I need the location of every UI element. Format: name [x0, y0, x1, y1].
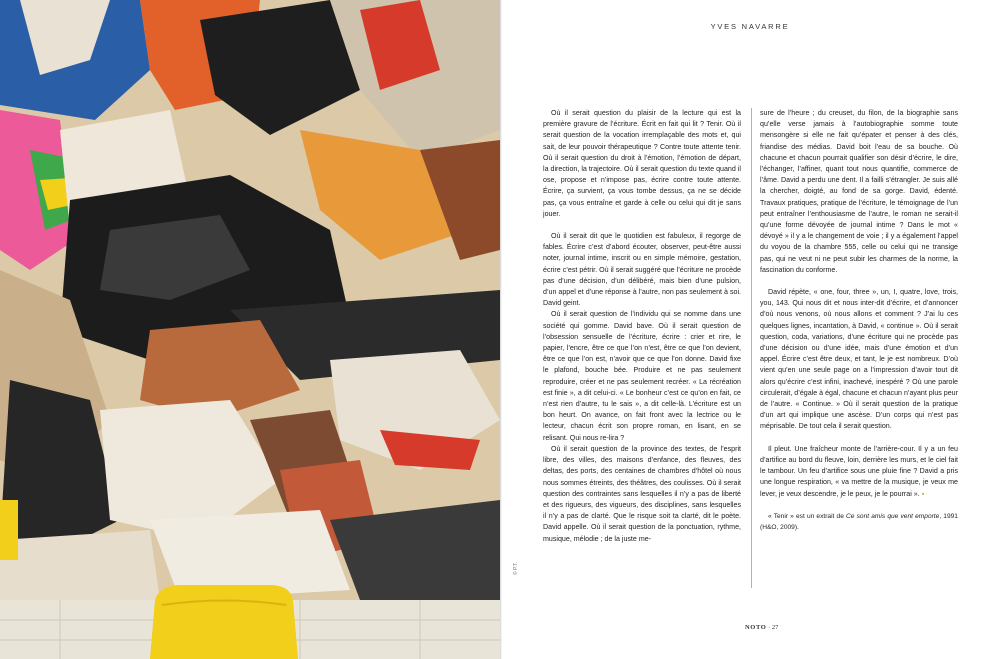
note-prefix: « Tenir » est un extrait de — [768, 512, 847, 520]
end-of-article-mark: ▪ — [921, 489, 925, 498]
paragraph: Où il serait dit que le quotidien est fabuleux, il regorge de fables. Écrire c’est d’abord écouter, observer, peut-être aussi noter, journal intime, inscrit ou en simple mémoire, gestation, écrire c’est pétrir. Où il serait suggéré que l’écriture ne procède pas d’une décision, d’un délibéré, mais bien d’une pulsion, d’un appel et d’une réponse à l’autre, non pas seulement à soi. David geint. — [543, 232, 741, 308]
photo-credit: © P.T. — [513, 561, 519, 575]
running-head: YVES NAVARRE — [710, 22, 790, 31]
note-book-title: Ce sont amis que vent emporte — [846, 512, 940, 520]
paragraph — [760, 444, 958, 500]
text-column-right — [760, 108, 958, 533]
page-folio — [745, 624, 778, 631]
column-divider-rule — [751, 108, 752, 588]
paragraph: sure de l’heure ; du creuset, du filon, de la biographie sans qu’elle verse jamais à l’autobiographie somme toute mensongère si elle ne fait qu’épater et penser à des clés, friandise des médias. David boit l’eau de sa bouche. Où chacune et chacun pourrait qualifier son désir d’écrire, le dire, l’échanger, l’affiner, quant tout nous quantifie, commerce de l’âme. David a perdu une dent. Il a failli s’étrangler. Je suis allé la chercher, doigté, au fond de sa gorge. David, édenté. Travaux pratiques, pratique de l’écriture, le témoignage de l’un peut entraîner l’enthousiasme de l’autre, le roman ne serait-il qu’une forme dévoyée de journal intime ? Dans le mot « dévoyé » il y a le changement de voie ; il y a également l’appel du voyou de la chambre 555, celle ou celui qui ne transige pas, qui ne veut ni ne peut subir les charmes de la norme, la fascination du conforme. — [760, 109, 958, 274]
book-gutter — [500, 0, 502, 659]
source-note — [760, 511, 958, 533]
paragraph: Où il serait question de la province des textes, de l’esprit libre, des villes, des maisons d’enfance, des fleuves, des deltas, des ports, des centaines de chambres d’hôtel où nous nous sommes étreints, des théâtres, des coulisses. Où il serait question des contraintes sans lesquelles il n’y a pas de liberté et des rigueurs, des vigueurs, des disciplines, sans lesquelles il n’y a pas de clarté. Que le risque soit ta clarté, dit le poète. David appelle. Où il serait question de la ponctuation, rythme, musique, mélodie ; de la juste me- — [543, 444, 741, 543]
pale-bottom-scrap — [0, 530, 160, 600]
yellow-edge-scrap — [0, 500, 18, 560]
paragraph: Où il serait question du plaisir de la lecture qui est la première gravure de l’écriture. Écrit en fait qui lit ? Tenir. Où il serait question de la vocation irremplaçable des mots et, qui sait, de leur pouvoir thérapeutique ? Contre toute attente tenir. Où il serait question du droit à l’émotion, l’émotion de départ, la direction, la trajectoire. Où il serait question du texte quand il ose, propose et n’impose pas, écrire contre toute attente. Écrire, ça survient, ça vous tombe dessus, ça ne se décide pas, ça vous entraîne et garde à celle ou celui qui dit je sans jouer. — [543, 109, 741, 218]
note-suffix: , 1991 (H&O, 2009). — [760, 512, 958, 531]
paragraph: David répète, « one, four, three », un, I, quatre, love, trois, you, 143. Qui nous dit et nous inter-dit d’écrire, et d’annoncer d’où nous venons, où nous allons et comment ? J’ai lu ces quelques lignes, incantation, à David, « continue ». Où il serait question, coda, variations, d’une écriture qui ne procède pas d’une décision ou d’une idée, mais d’une émotion et d’un appel. Écrire c’est être deux, et tant, le je est nombreux. D’où vient qu’en une seule page on a l’impression d’avoir tout dit alors qu’écrire c’est infini, inachevé, inespéré ? Où une parole circulerait, d’égale à égal, chacune et chacun n’ayant plus peur de l’autre. « Continue. » Où il serait question de la pratique d’un art qui implique une ascèse. D’un corps qui n’est pas méprisable. De tout cela il serait question. — [760, 288, 958, 431]
folio-magazine: NOTO — [745, 624, 767, 631]
paragraph-text: Il pleut. Une fraîcheur monte de l’arrière-cour. Il y a un feu d’artifice au bord du fleuve, loin, derrière les murs, et le ciel fait le tambour. Un feu d’artifice sous une pluie fine ? David a pris une longue respiration, « va mettre de la musique, je veux me lever, je veux descendre, je le peux, je le pourrai ». — [760, 444, 958, 498]
text-column-left — [543, 108, 741, 545]
folio-separator: · — [766, 624, 772, 631]
paragraph: Où il serait question de l’individu qui se nomme dans une société qui gomme. David bave. Où il serait question de l’obsession sensuelle de l’écriture, écrire : crier et rire, le papier, l’encre, être ce que l’on n’est, être ce que l’on devient, être ce que l’on est, n’avoir que ce que l’on donne. David fixe le plafond, bouche bée. Produire et ne pas seulement reproduire, créer et ne pas seulement recréer. « La récréation est finie », a dit celui-ci. « Le bonheur c’est ce qu’on en fait, ce n’est rien d’autre, tu le sais », a dit celle-là. L’écriture est un bon heurt. On avance, on fait front avec la lectrice ou le lecteur, chacun écrit son propre roman, en lisant, en se relisant. Qui nous re-lira ? — [543, 310, 741, 442]
yellow-chair — [150, 585, 298, 659]
folio-number: 27 — [771, 624, 779, 631]
